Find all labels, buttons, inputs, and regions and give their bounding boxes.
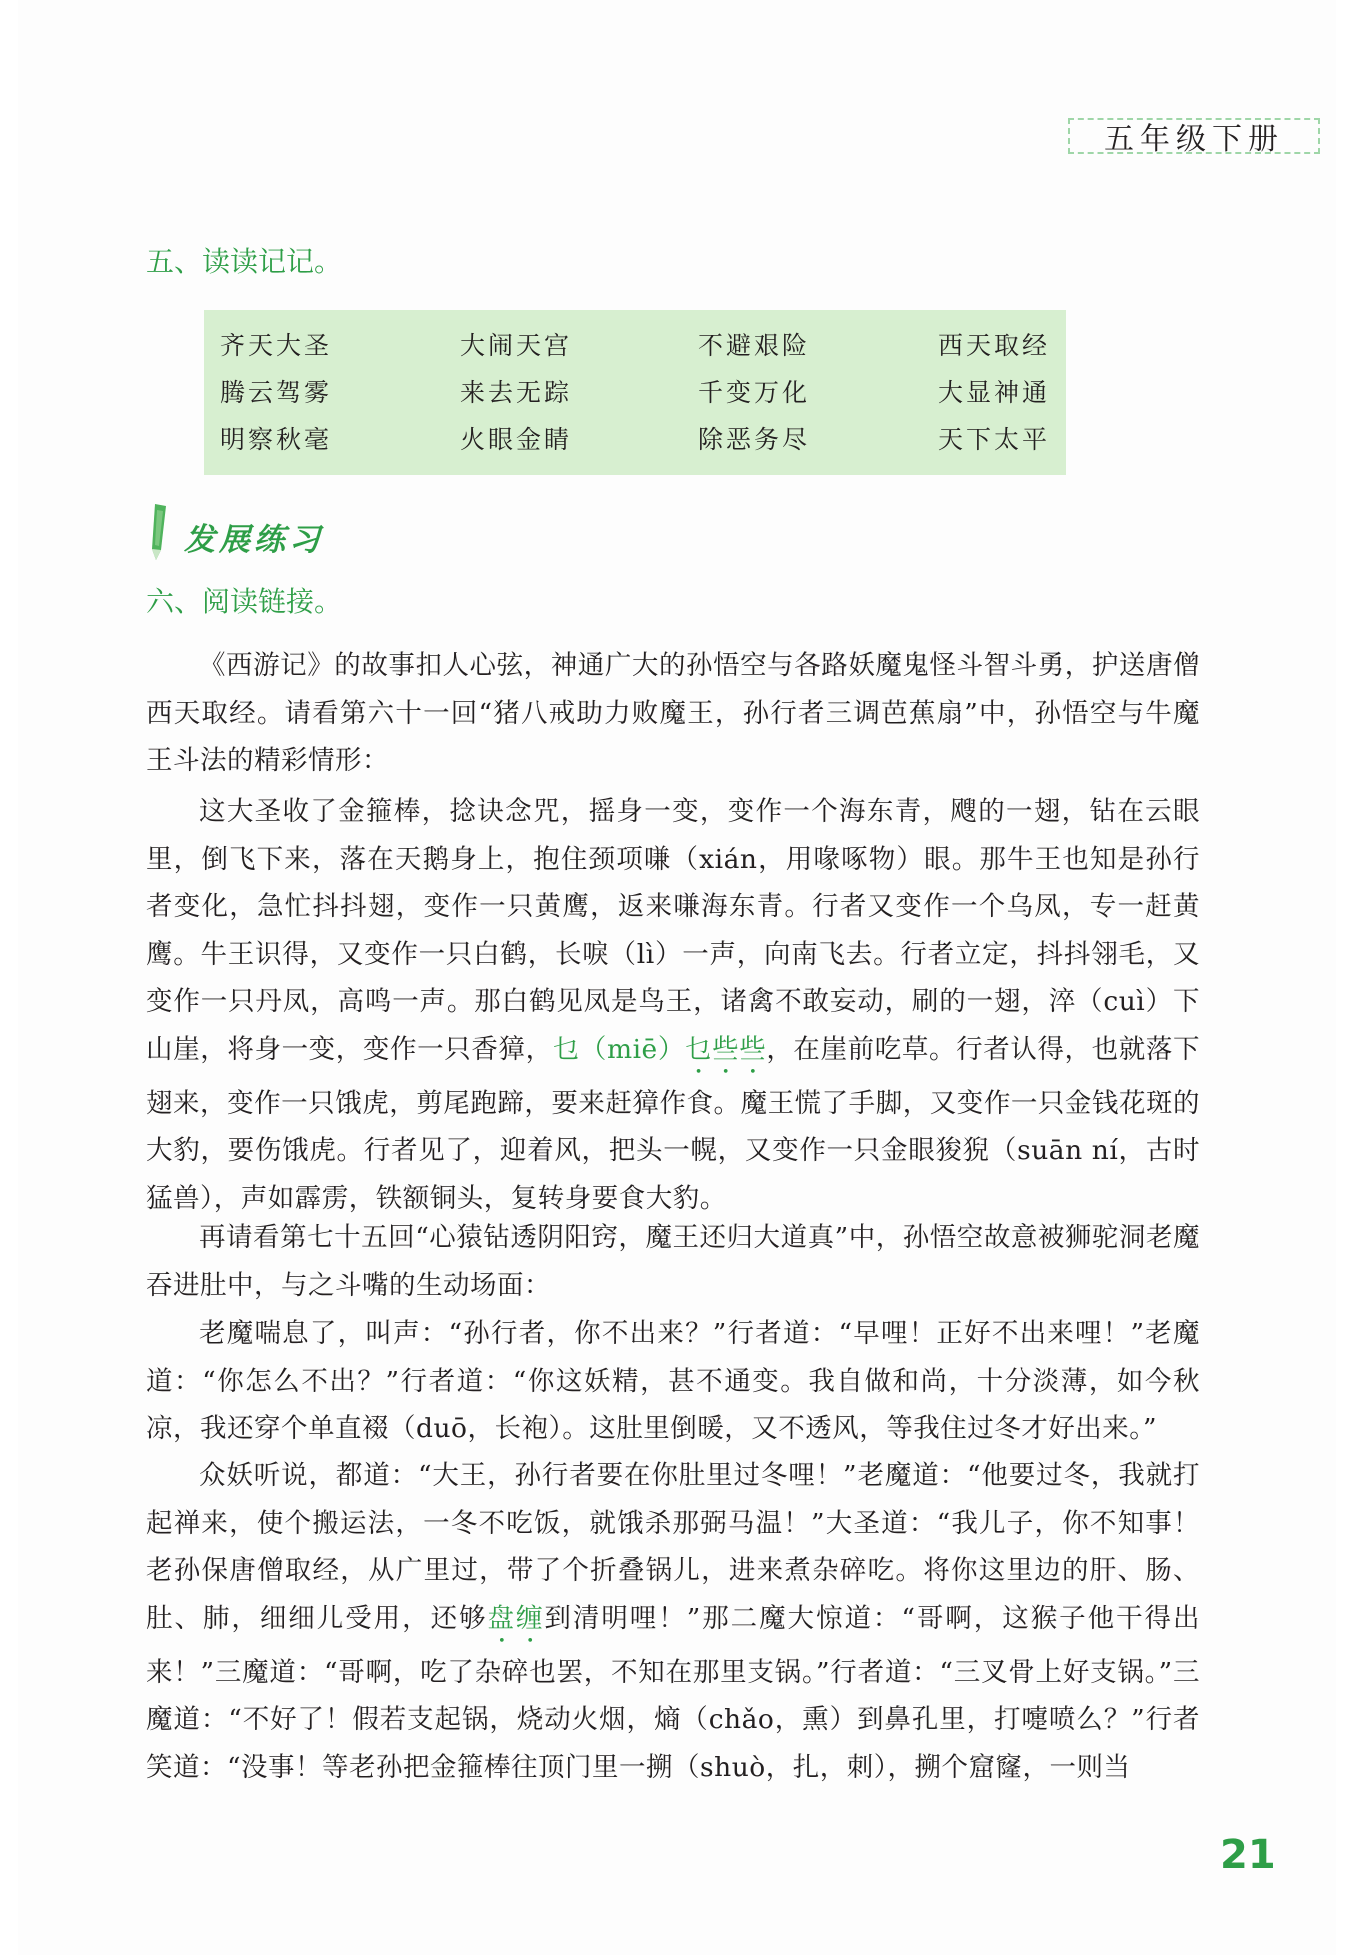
intro-paragraph-2: 再请看第七十五回“心猿钻透阴阳窍，魔王还归大道真”中，孙悟空故意被狮驼洞老魔吞进肚中，与之斗嘴的生动场面： bbox=[146, 1222, 1200, 1301]
annotated-word: 乜些些 bbox=[684, 1033, 767, 1065]
intro-paragraph-1: 《西游记》的故事扣人心弦，神通广大的孙悟空与各路妖魔鬼怪斗智斗勇，护送唐僧西天取经。请看第六十一回“猪八戒助力败魔王，孙行者三调芭蕉扇”中，孙悟空与牛魔王斗法的精彩情形： bbox=[146, 650, 1200, 776]
idiom: 大显神通 bbox=[938, 378, 1051, 407]
annotated-word: 乜（miē） bbox=[552, 1033, 685, 1065]
development-title: 发展练习 bbox=[184, 522, 324, 558]
development-heading bbox=[146, 502, 446, 564]
idiom-box bbox=[204, 310, 1066, 475]
grade-label: 五年级下册 bbox=[1068, 118, 1320, 154]
annotated-word: 盘缠 bbox=[487, 1602, 545, 1634]
excerpt-paragraph-3: 众妖听说，都道：“大王，孙行者要在你肚里过冬哩！”老魔道：“他要过冬，我就打起禅来，使个搬运法，一冬不吃饭，就饿杀那弼马温！”大圣道：“我儿子，你不知事！老孙保唐僧取经，从广里过，带了个折叠锅儿，进来煮杂碎吃。将你这里边的肝、肠、肚、肺，细细儿受用，还够盘缠到清明哩！”那二魔大惊道：“哥啊，这猴子他干得出来！”三魔道：“哥啊，吃了杂碎也罢，不知在那里支锅。”行者道：“三叉骨上好支锅。”三魔道：“不好了！假若支起锅，烧动火烟，熵（chǎo，熏）到鼻孔里，打嚏喷么？”行者笑道：“没事！等老孙把金箍棒往顶门里一搠（shuò，扎，刺），搠个窟窿，一则当 bbox=[146, 1460, 1201, 1783]
idiom: 腾云驾雾 bbox=[220, 378, 333, 407]
section5-title: 五、读读记记。 bbox=[146, 245, 343, 278]
idiom: 西天取经 bbox=[938, 331, 1051, 360]
idiom: 千变万化 bbox=[698, 378, 811, 407]
idiom: 大闹天宫 bbox=[460, 331, 573, 360]
excerpt-paragraph-1: 这大圣收了金箍棒，捻诀念咒，摇身一变，变作一个海东青，飕的一翅，钻在云眼里，倒飞下来，落在天鹅身上，抱住颈项嗛（xián，用喙啄物）眼。那牛王也知是孙行者变化，急忙抖抖翅，变作一只黄鹰，返来嗛海东青。行者又变作一个乌凤，专一赶黄鹰。牛王识得，又变作一只白鹤，长唳（lì）一声，向南飞去。行者立定，抖抖翎毛，又变作一只丹凤，高鸣一声。那白鹤见凤是鸟王，诸禽不敢妄动，刷的一翅，淬（cuì）下山崖，将身一变，变作一只香獐，乜（miē）乜些些，在崖前吃草。行者认得，也就落下翅来，变作一只饿虎，剪尾跑蹄，要来赶獐作食。魔王慌了手脚，又变作一只金钱花斑的大豹，要伤饿虎。行者见了，迎着风，把头一幌，又变作一只金眼狻猊（suān ní，古时猛兽），声如霹雳，铁额铜头，复转身要食大豹。 bbox=[146, 796, 1201, 1214]
idiom: 来去无踪 bbox=[460, 378, 573, 407]
pencil-icon bbox=[146, 502, 174, 564]
section6-title: 六、阅读链接。 bbox=[146, 585, 343, 618]
excerpt-paragraph-2: 老魔喘息了，叫声：“孙行者，你不出来？”行者道：“早哩！正好不出来哩！”老魔道：“你怎么不出？”行者道：“你这妖精，甚不通变。我自做和尚，十分淡薄，如今秋凉，我还穿个单直裰（duō，长袍）。这肚里倒暖，又不透风，等我住过冬才好出来。” bbox=[146, 1318, 1200, 1444]
idiom: 除恶务尽 bbox=[698, 425, 811, 454]
idiom: 齐天大圣 bbox=[220, 331, 333, 360]
idiom: 天下太平 bbox=[938, 425, 1051, 454]
idiom: 明察秋毫 bbox=[220, 425, 333, 454]
idiom: 不避艰险 bbox=[698, 331, 811, 360]
idiom: 火眼金睛 bbox=[460, 425, 573, 454]
page-number: 21 bbox=[1220, 1832, 1276, 1878]
